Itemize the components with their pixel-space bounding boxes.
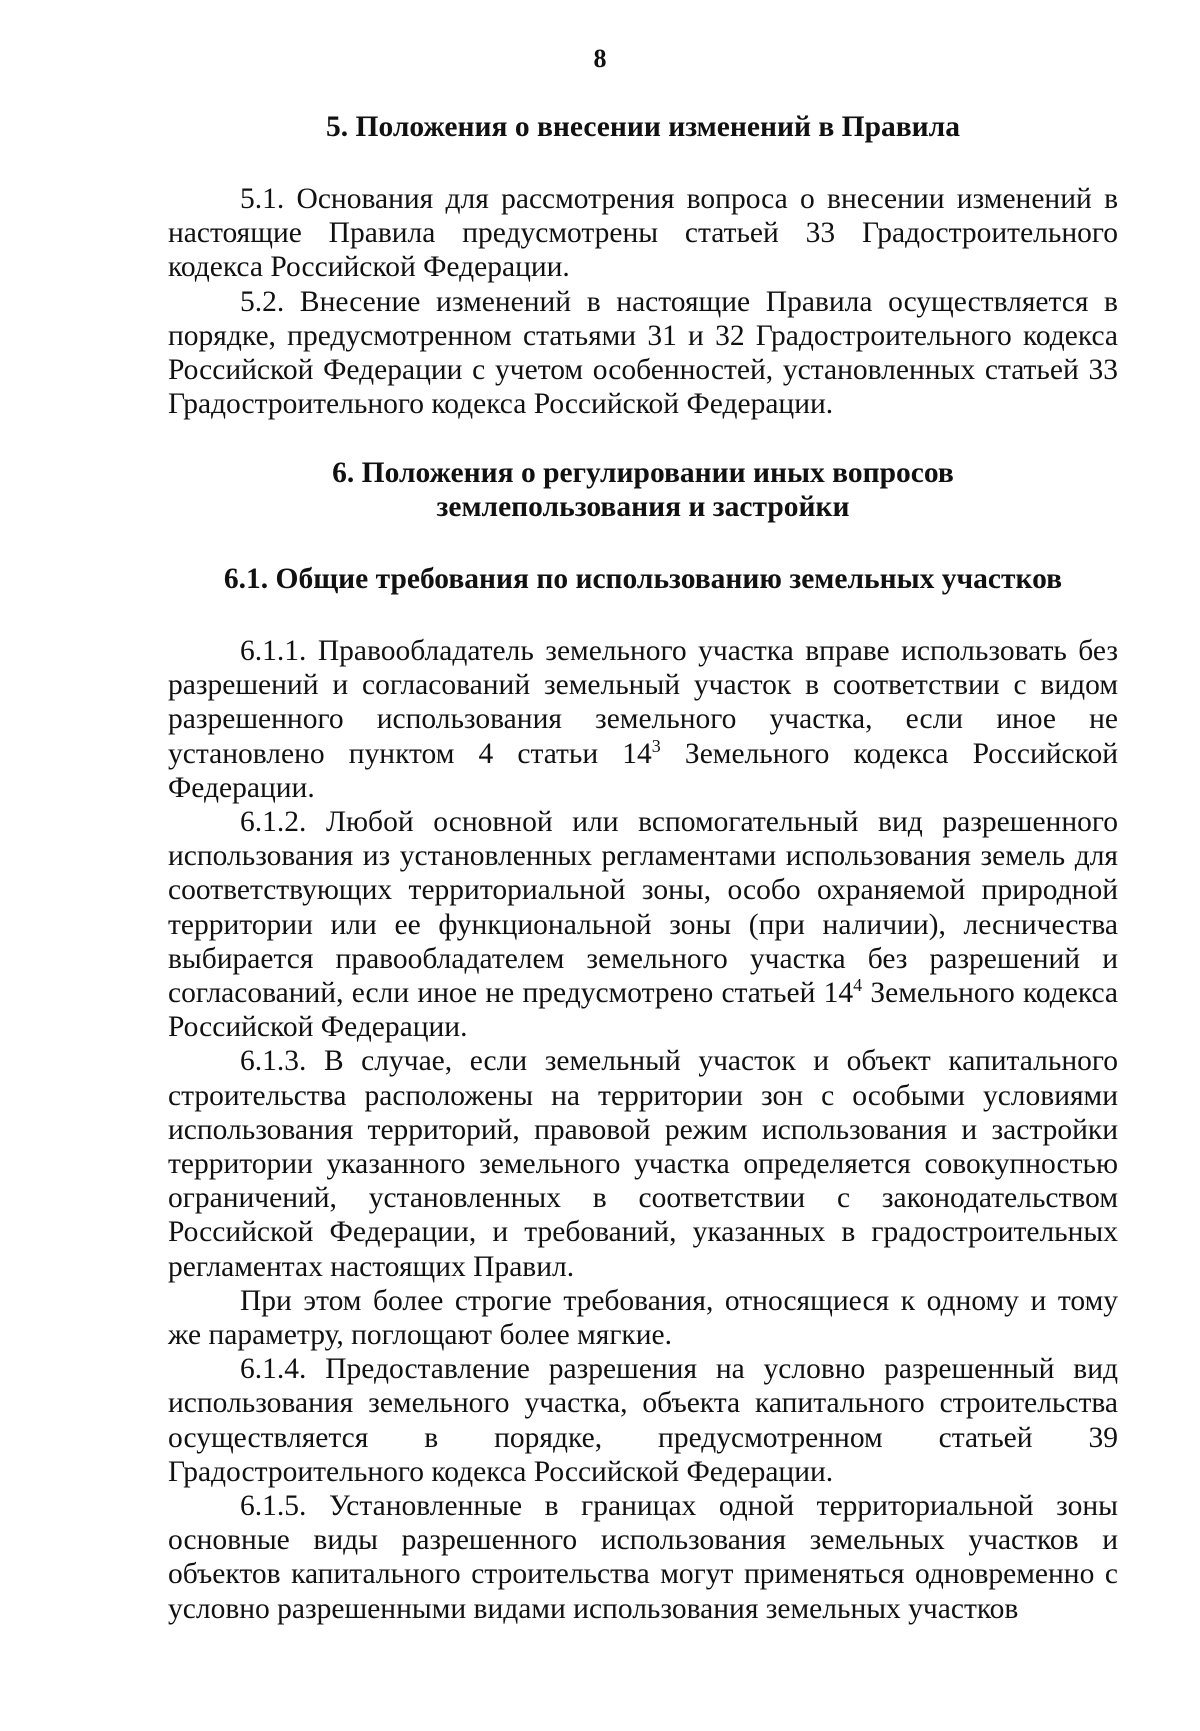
- paragraph-6-1-2-tail: Земельного кодекса Российской Федерации.: [168, 977, 1118, 1044]
- paragraph-6-1-2: [168, 805, 1118, 1044]
- section-6-heading: [168, 456, 1118, 524]
- section-6-body: [168, 634, 1118, 1626]
- paragraph-6-1-5: 6.1.5. Установленные в границах одной территориальной зоны основные виды разрешенного использования земельных участков и объектов капитального строительства могут применяться одновременно с условно разрешенными видами использования земельных участков: [168, 1490, 1118, 1625]
- superscript-3: 3: [651, 735, 661, 756]
- section-6-title-line-1: 6. Положения о регулировании иных вопросов: [332, 457, 954, 489]
- paragraph-5-2: 5.2. Внесение изменений в настоящие Правила осуществляется в порядке, предусмотренном статьями 31 и 32 Градостроительного кодекса Российской Федерации с учетом особенностей, установленных статьей 33 Градостроительного кодекса Российской Федерации.: [168, 285, 1118, 421]
- section-5-body: [168, 182, 1118, 421]
- paragraph-6-1-3-extra: При этом более строгие требования, относящиеся к одному и тому же параметру, поглощают более мягкие.: [168, 1284, 1118, 1352]
- section-5-title: 5. Положения о внесении изменений в Правила: [326, 111, 960, 143]
- subsection-6-1: [168, 562, 1118, 596]
- section-6-title-line-2: землепользования и застройки: [436, 491, 850, 524]
- paragraph-6-1-2-text: 6.1.2. Любой основной или вспомогательный вид разрешенного использования из установленных регламентами использования земель для соответствующих территориальной зоны, особо охраняемой природной территории или ее функциональной зоны (при наличии), лесничества выбирается правообладателем земельного участка без разрешений и согласований, если иное не предусмотрено статьей 14: [168, 806, 1118, 1010]
- paragraph-6-1-1-text: 6.1.1. Правообладатель земельного участка вправе использовать без разрешений и согласований земельный участок в соответствии с видом разрешенного использования земельного участка, если иное не установлено пунктом 4 статьи 14: [168, 635, 1118, 770]
- paragraph-6-1-3: 6.1.3. В случае, если земельный участок и объект капитального строительства расположены на территории зон с особыми условиями использования территорий, правовой режим использования и застройки территории указанного земельного участка определяется совокупностью ограничений, установленных в соответствии с законодательством Российской Федерации, и требований, указанных в градостроительных регламентах настоящих Правил.: [168, 1045, 1118, 1283]
- section-5: [168, 110, 1118, 144]
- subsection-6-1-title: 6.1. Общие требования по использованию земельных участков: [223, 563, 1063, 595]
- paragraph-5-1: 5.1. Основания для рассмотрения вопроса о внесении изменений в настоящие Правила предусмотрены статьей 33 Градостроительного кодекса Российской Федерации.: [168, 183, 1118, 284]
- paragraph-6-1-1-tail: Земельного кодекса Российской Федерации.: [168, 737, 1118, 804]
- paragraph-6-1-4: 6.1.4. Предоставление разрешения на условно разрешенный вид использования земельного участка, объекта капитального строительства осуществляется в порядке, предусмотренном статьей 39 Градостроительного кодекса Российской Федерации.: [168, 1353, 1118, 1488]
- superscript-4: 4: [853, 975, 863, 996]
- paragraph-6-1-1: [168, 634, 1118, 805]
- page-number: 8: [593, 44, 607, 73]
